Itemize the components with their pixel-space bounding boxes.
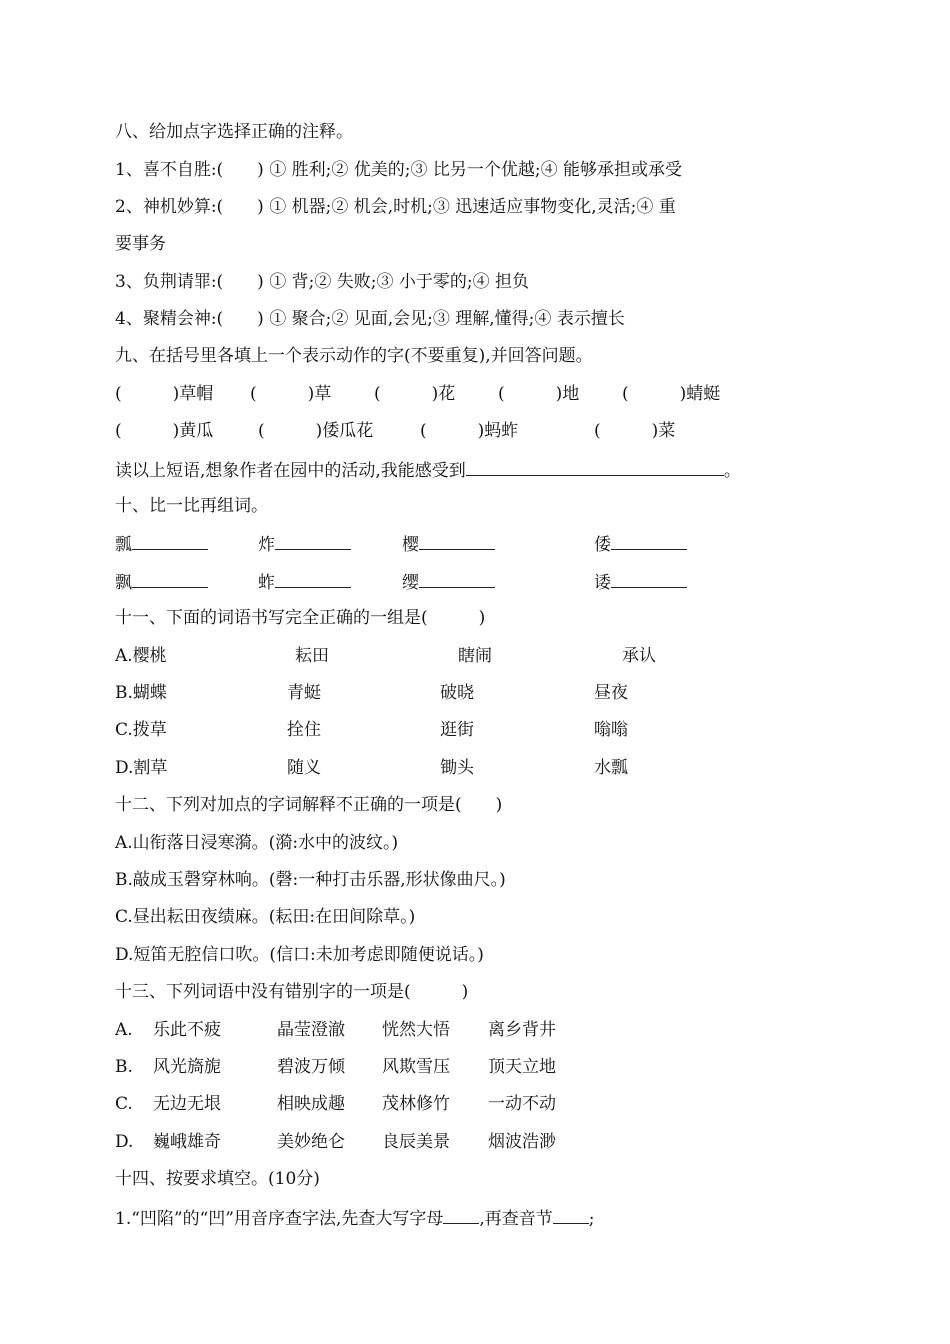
option-word: 昼夜 xyxy=(594,683,628,703)
section12-option-a: A.山衔落日浸寒漪。(漪:水中的波纹。) xyxy=(115,833,399,853)
section8-item-1: 1、喜不自胜:( ) ① 胜利;② 优美的;③ 比另一个优越;④ 能够承担或承受 xyxy=(115,160,683,180)
word-blank[interactable] xyxy=(419,533,495,550)
section8-item-2-cont: 要事务 xyxy=(115,234,166,254)
word-blank[interactable] xyxy=(132,533,208,550)
section9-question xyxy=(115,459,741,481)
option-word: 碧波万倾 xyxy=(277,1057,345,1077)
option-word: 恍然大悟 xyxy=(382,1020,450,1040)
option-word: 拴住 xyxy=(287,720,321,740)
option-label: D.割草 xyxy=(115,758,168,778)
phrase-item: ( )黄瓜 xyxy=(115,421,214,441)
word-blank[interactable] xyxy=(275,533,351,550)
question-text: 读以上短语,想象作者在园中的活动,我能感受到 xyxy=(115,461,466,481)
section12-title: 十二、下列对加点的字词解释不正确的一项是( ) xyxy=(115,795,503,815)
compare-item xyxy=(115,533,208,555)
option-word: 晶莹澄澈 xyxy=(277,1020,345,1040)
section12-option-b: B.敲成玉磬穿林响。(磬:一种打击乐器,形状像曲尺。) xyxy=(115,870,506,890)
option-word: 相映成趣 xyxy=(277,1094,345,1114)
option-word: 巍峨雄奇 xyxy=(153,1132,221,1152)
option-word: 一动不动 xyxy=(488,1094,556,1114)
option-word: 烟波浩渺 xyxy=(488,1132,556,1152)
option-label: A. xyxy=(115,1020,133,1040)
compare-item xyxy=(594,533,687,555)
option-label: A.樱桃 xyxy=(115,646,167,666)
word-blank[interactable] xyxy=(419,571,495,588)
option-word: 风光旖旎 xyxy=(153,1057,221,1077)
option-word: 承认 xyxy=(622,646,656,666)
question-text: 1.“凹陷”的“凹”用音序查字法,先查大写字母 xyxy=(115,1209,444,1229)
option-word: 离乡背井 xyxy=(488,1020,556,1040)
option-word: 顶天立地 xyxy=(488,1057,556,1077)
option-word: 水瓢 xyxy=(594,758,628,778)
compare-item xyxy=(402,571,495,593)
section14-title: 十四、按要求填空。(10分) xyxy=(115,1169,320,1189)
compare-char: 诿 xyxy=(594,573,611,593)
letter-blank[interactable] xyxy=(443,1207,479,1224)
section13-title: 十三、下列词语中没有错别字的一项是( ) xyxy=(115,982,469,1002)
compare-char: 蚱 xyxy=(258,573,275,593)
compare-item xyxy=(115,571,208,593)
phrase-item: ( )草 xyxy=(250,384,332,404)
option-word: 耘田 xyxy=(295,646,329,666)
section8-item-2: 2、神机妙算:( ) ① 机器;② 机会,时机;③ 迅速适应事物变化,灵活;④ 重 xyxy=(115,197,676,217)
question-text: ,再查音节 xyxy=(479,1209,553,1229)
section8-title: 八、给加点字选择正确的注释。 xyxy=(115,122,353,142)
option-word: 破晓 xyxy=(440,683,474,703)
compare-char: 樱 xyxy=(402,535,419,555)
phrase-item: ( )菜 xyxy=(594,421,676,441)
question-end: ; xyxy=(588,1209,595,1229)
option-label: D. xyxy=(115,1132,134,1152)
option-word: 无边无垠 xyxy=(153,1094,221,1114)
syllable-blank[interactable] xyxy=(553,1207,589,1224)
option-label: B. xyxy=(115,1057,133,1077)
compare-item xyxy=(258,533,351,555)
section11-title: 十一、下面的词语书写完全正确的一组是( ) xyxy=(115,608,486,628)
option-word: 逛街 xyxy=(440,720,474,740)
option-word: 乐此不疲 xyxy=(153,1020,221,1040)
section14-question-1 xyxy=(115,1207,595,1229)
option-word: 嗡嗡 xyxy=(594,720,628,740)
option-word: 良辰美景 xyxy=(382,1132,450,1152)
phrase-item: ( )蚂蚱 xyxy=(420,421,519,441)
option-word: 青蜓 xyxy=(287,683,321,703)
question-end: 。 xyxy=(723,461,741,481)
phrase-item: ( )倭瓜花 xyxy=(258,421,374,441)
section12-option-c: C.昼出耘田夜绩麻。(耘田:在田间除草。) xyxy=(115,907,416,927)
phrase-item: ( )地 xyxy=(498,384,580,404)
compare-item xyxy=(258,571,351,593)
word-blank[interactable] xyxy=(275,571,351,588)
word-blank[interactable] xyxy=(611,533,687,550)
option-word: 茂林修竹 xyxy=(382,1094,450,1114)
section12-option-d: D.短笛无腔信口吹。(信口:未加考虑即随便说话。) xyxy=(115,945,484,965)
section9-title: 九、在括号里各填上一个表示动作的字(不要重复),并回答问题。 xyxy=(115,346,593,366)
compare-char: 缨 xyxy=(402,573,419,593)
section8-item-3: 3、负荆请罪:( ) ① 背;② 失败;③ 小于零的;④ 担负 xyxy=(115,272,530,292)
section10-title: 十、比一比再组词。 xyxy=(115,496,268,516)
option-label: B.蝴蝶 xyxy=(115,683,167,703)
phrase-item: ( )花 xyxy=(374,384,456,404)
compare-char: 炸 xyxy=(258,535,275,555)
answer-blank[interactable] xyxy=(466,459,724,476)
compare-char: 倭 xyxy=(594,535,611,555)
phrase-item: ( )蜻蜓 xyxy=(622,384,721,404)
compare-char: 瓢 xyxy=(115,535,132,555)
option-word: 美妙绝仑 xyxy=(277,1132,345,1152)
compare-item xyxy=(402,533,495,555)
option-word: 瞎闹 xyxy=(458,646,492,666)
compare-char: 飘 xyxy=(115,573,132,593)
option-word: 锄头 xyxy=(440,758,474,778)
option-label: C.拨草 xyxy=(115,720,167,740)
word-blank[interactable] xyxy=(611,571,687,588)
section8-item-4: 4、聚精会神:( ) ① 聚合;② 见面,会见;③ 理解,懂得;④ 表示擅长 xyxy=(115,309,625,329)
option-word: 随义 xyxy=(287,758,321,778)
word-blank[interactable] xyxy=(132,571,208,588)
phrase-item: ( )草帽 xyxy=(115,384,214,404)
option-label: C. xyxy=(115,1094,133,1114)
compare-item xyxy=(594,571,687,593)
option-word: 风欺雪压 xyxy=(382,1057,450,1077)
